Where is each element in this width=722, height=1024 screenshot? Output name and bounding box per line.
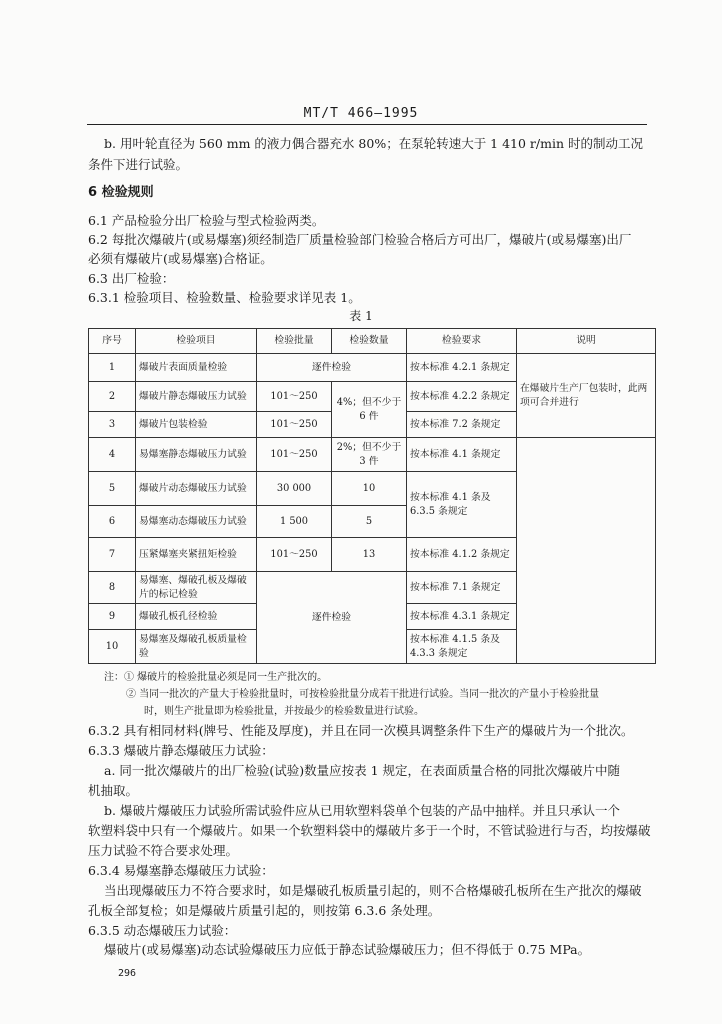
cell-req: 按本标准 7.2 条规定 xyxy=(407,412,517,438)
table-row xyxy=(89,438,656,472)
cell-note-empty xyxy=(517,438,656,664)
cell-no: 6 xyxy=(89,506,136,538)
page-number: 296 xyxy=(118,968,137,979)
cell-req: 按本标准 4.1.5 条及 4.3.3 条规定 xyxy=(407,630,517,664)
clause-6-1: 6.1 产品检验分出厂检验与型式检验两类。 xyxy=(88,213,325,228)
cell-batch: 101～250 xyxy=(257,538,332,572)
header-req: 检验要求 xyxy=(407,329,517,354)
cell-note: 在爆破片生产厂包装时，此两项可合并进行 xyxy=(517,354,656,438)
clause-6-3-3-b-line2: 软塑料袋中只有一个爆破片。如果一个软塑料袋中的爆破片多于一个时，不管试验进行与否，均按爆破 xyxy=(88,823,651,838)
clause-6-2-line1: 6.2 每批次爆破片(或易爆塞)须经制造厂质量检验部门检验合格后方可出厂，爆破片(或易爆塞)出厂 xyxy=(88,232,632,247)
cell-item: 爆破孔板孔径检验 xyxy=(136,604,257,630)
clause-6-3-5: 6.3.5 动态爆破压力试验： xyxy=(88,923,237,938)
clause-6-3-3-b-line3: 压力试验不符合要求处理。 xyxy=(88,843,239,858)
cell-qty: 2%；但不少于 3 件 xyxy=(332,438,407,472)
page-header: MT/T 466—1995 xyxy=(303,106,419,121)
cell-batch: 101～250 xyxy=(257,382,332,412)
inspection-table xyxy=(88,328,656,664)
cell-item: 爆破片静态爆破压力试验 xyxy=(136,382,257,412)
table-note-2b: 时，则生产批量即为检验批量，并按最少的检验数量进行试验。 xyxy=(144,706,424,717)
table-note-2a: ② 当同一批次的产量大于检验批量时，可按检验批量分成若干批进行试验。当同一批次的产量小于检验批量 xyxy=(126,689,600,700)
cell-item: 易爆塞静态爆破压力试验 xyxy=(136,438,257,472)
table-caption: 表 1 xyxy=(349,309,373,323)
cell-no: 8 xyxy=(89,572,136,604)
cell-no: 3 xyxy=(89,412,136,438)
clause-6-3-2: 6.3.2 具有相同材料(牌号、性能及厚度)，并且在同一次模具调整条件下生产的爆破片为一个批次。 xyxy=(88,723,634,738)
header-batch: 检验批量 xyxy=(257,329,332,354)
cell-item: 易爆塞及爆破孔板质量检验 xyxy=(136,630,257,664)
cell-no: 10 xyxy=(89,630,136,664)
clause-6-3-3-b-line1: b. 爆破片爆破压力试验所需试验件应从已用软塑料袋单个包装的产品中抽样。并且只承认一个 xyxy=(104,803,620,818)
cell-item: 爆破片包装检验 xyxy=(136,412,257,438)
cell-no: 1 xyxy=(89,354,136,382)
cell-item: 易爆塞、爆破孔板及爆破片的标记检验 xyxy=(136,572,257,604)
cell-no: 5 xyxy=(89,472,136,506)
cell-item: 爆破片动态爆破压力试验 xyxy=(136,472,257,506)
clause-6-3-5-line1: 爆破片(或易爆塞)动态试验爆破压力应低于静态试验爆破压力；但不得低于 0.75 MPa。 xyxy=(104,942,591,957)
header-item: 检验项目 xyxy=(136,329,257,354)
cell-req: 按本标准 4.1.2 条规定 xyxy=(407,538,517,572)
cell-no: 4 xyxy=(89,438,136,472)
cell-item: 爆破片表面质量检验 xyxy=(136,354,257,382)
cell-no: 2 xyxy=(89,382,136,412)
cell-qty: 4%；但不少于 6 件 xyxy=(332,382,407,438)
clause-6-3: 6.3 出厂检验： xyxy=(88,271,175,286)
header-qty: 检验数量 xyxy=(332,329,407,354)
clause-6-3-4-line1: 当出现爆破压力不符合要求时，如是爆破孔板质量引起的，则不合格爆破孔板所在生产批次的爆破 xyxy=(104,883,642,898)
cell-batch: 1 500 xyxy=(257,506,332,538)
table-row xyxy=(89,354,656,382)
cell-req: 按本标准 4.3.1 条规定 xyxy=(407,604,517,630)
clause-6-3-3-a-line2: 机抽取。 xyxy=(88,783,139,798)
cell-item: 易爆塞动态爆破压力试验 xyxy=(136,506,257,538)
clause-6-3-1: 6.3.1 检验项目、检验数量、检验要求详见表 1。 xyxy=(88,290,361,305)
cell-req: 按本标准 4.2.1 条规定 xyxy=(407,354,517,382)
cell-no: 7 xyxy=(89,538,136,572)
cell-req: 按本标准 4.1 条规定 xyxy=(407,438,517,472)
clause-6-3-3: 6.3.3 爆破片静态爆破压力试验： xyxy=(88,743,274,758)
cell-batch: 101～250 xyxy=(257,438,332,472)
header-rule xyxy=(87,124,647,125)
cell-qty: 10 xyxy=(332,472,407,506)
table-note-1: 注：① 爆破片的检验批量必须是同一生产批次的。 xyxy=(104,672,328,683)
para-b-line2: 条件下进行试验。 xyxy=(88,157,189,172)
clause-6-3-4: 6.3.4 易爆塞静态爆破压力试验： xyxy=(88,863,274,878)
cell-req: 按本标准 4.1 条及 6.3.5 条规定 xyxy=(407,472,517,538)
clause-6-2-line2: 必须有爆破片(或易爆塞)合格证。 xyxy=(88,251,273,266)
table-header-row xyxy=(89,329,656,354)
cell-qty: 5 xyxy=(332,506,407,538)
cell-no: 9 xyxy=(89,604,136,630)
clause-6-3-4-line2: 孔板全部复检；如是爆破片质量引起的，则按第 6.3.6 条处理。 xyxy=(88,903,441,918)
section-6-title: 6 检验规则 xyxy=(88,185,154,200)
header-note: 说明 xyxy=(517,329,656,354)
para-b-line1: b. 用叶轮直径为 560 mm 的液力偶合器充水 80%；在泵轮转速大于 1 410 r/min 时的制动工况 xyxy=(104,136,643,151)
cell-req: 按本标准 4.2.2 条规定 xyxy=(407,382,517,412)
cell-item: 压紧爆塞夹紧扭矩检验 xyxy=(136,538,257,572)
cell-batch-qty: 逐件检验 xyxy=(257,354,407,382)
header-no: 序号 xyxy=(89,329,136,354)
cell-batch-qty: 逐件检验 xyxy=(257,572,407,664)
clause-6-3-3-a-line1: a. 同一批次爆破片的出厂检验(试验)数量应按表 1 规定，在表面质量合格的同批次爆破片中随 xyxy=(104,763,621,778)
cell-batch: 30 000 xyxy=(257,472,332,506)
cell-batch: 101～250 xyxy=(257,412,332,438)
cell-qty: 13 xyxy=(332,538,407,572)
cell-req: 按本标准 7.1 条规定 xyxy=(407,572,517,604)
